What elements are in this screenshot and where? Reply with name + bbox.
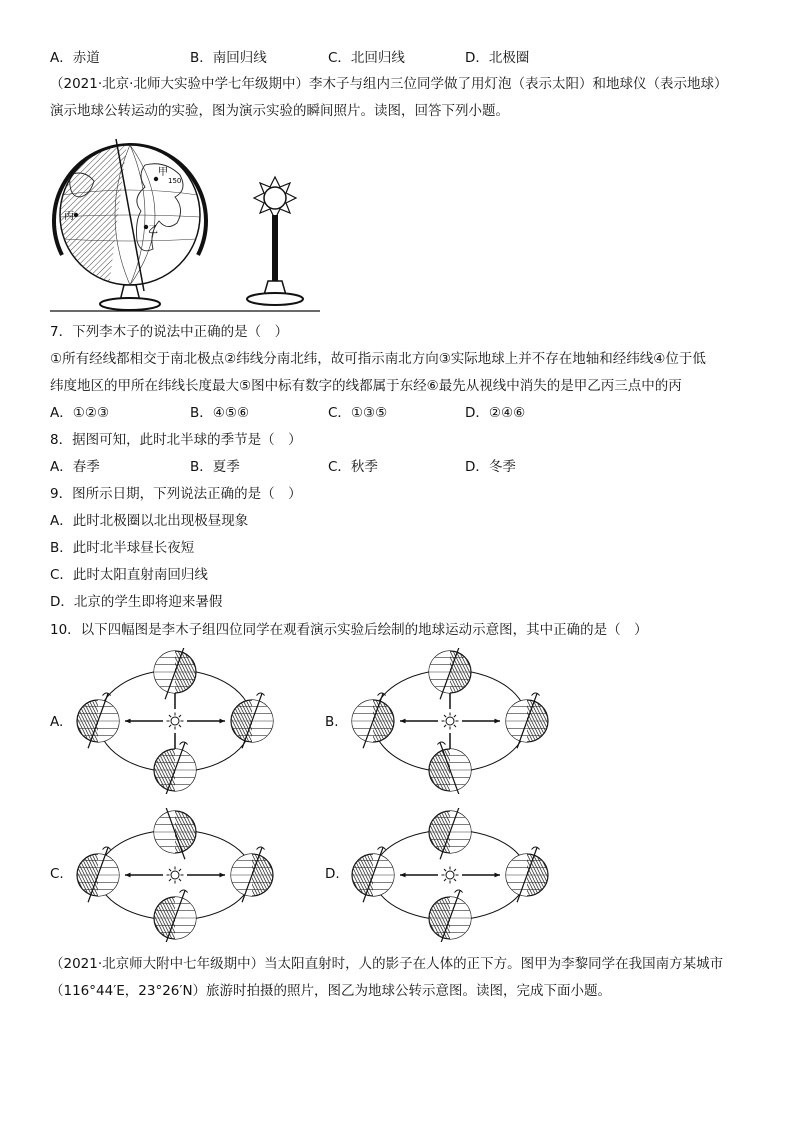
q8-option-a: A．春季 — [50, 459, 100, 475]
lamp-sun-icon — [247, 177, 303, 305]
diagram-b-label: B. — [325, 714, 339, 730]
q8-option-d: D．冬季 — [465, 459, 516, 475]
orbit-diagram-c — [70, 808, 280, 942]
label-yi: 乙 — [148, 225, 158, 236]
earth-bottom — [112, 890, 214, 942]
sun-icon — [442, 713, 459, 730]
q9-stem: 9．图所示日期，下列说法正确的是（ ） — [50, 486, 302, 502]
earth-top — [408, 648, 510, 699]
q7-option-a: A．①②③ — [50, 405, 110, 421]
q7-option-c: C．①③⑤ — [328, 405, 388, 421]
q8-stem: 8．据图可知，此时北半球的季节是（ ） — [50, 432, 302, 448]
diagram-a-label: A. — [50, 714, 64, 730]
q7-stem: 7．下列李木子的说法中正确的是（ ） — [50, 324, 289, 340]
option-b: B．南回归线 — [190, 50, 267, 66]
option-c: C．北回归线 — [328, 50, 405, 66]
orbit-diagram-a — [70, 648, 280, 794]
intro2-line-1: （2021·北京师大附中七年级期中）当太阳直射时，人的影子在人体的正下方。图甲为李黎同学在我国南方某城市 — [50, 956, 724, 972]
q8-option-c: C．秋季 — [328, 459, 378, 475]
earth-bottom — [387, 742, 489, 794]
q9-option-a: A．此时北极圈以北出现极昼现象 — [50, 513, 249, 529]
intro2-line-2: （116°44′E，23°26′N）旅游时拍摄的照片，图乙为地球公转示意图。读图，完成下面小题。 — [50, 983, 612, 999]
q9-option-d: D．北京的学生即将迎来暑假 — [50, 594, 223, 610]
sun-icon — [167, 713, 184, 730]
q10-stem: 10．以下四幅图是李木子组四位同学在观看演示实验后绘制的地球运动示意图，其中正确的是（ ） — [50, 622, 648, 638]
label-150: 150 — [168, 177, 182, 185]
label-bing: 丙 — [64, 211, 74, 222]
diagram-d-label: D. — [325, 866, 340, 882]
q9-option-c: C．此时太阳直射南回归线 — [50, 567, 208, 583]
earth-top — [133, 808, 235, 859]
globe-lamp-figure — [50, 135, 320, 313]
orbit-diagram-b — [345, 648, 555, 794]
orbit-diagram-d — [345, 808, 555, 942]
option-a: A．赤道 — [50, 50, 100, 66]
label-jia: 甲 — [158, 167, 168, 178]
intro-line-2: 演示地球公转运动的实验，图为演示实验的瞬间照片。读图，回答下列小题。 — [50, 103, 509, 119]
q7-option-d: D．②④⑥ — [465, 405, 526, 421]
sun-icon — [167, 867, 184, 884]
q9-option-b: B．此时北半球昼长夜短 — [50, 540, 195, 556]
q7-line-1: ①所有经线都相交于南北极点②纬线分南北纬，故可指示南北方向③实际地球上并不存在地轴和经纬线④位于低 — [50, 351, 706, 367]
option-d: D．北极圈 — [465, 50, 530, 66]
earth-bottom — [112, 742, 214, 794]
q8-option-b: B．夏季 — [190, 459, 240, 475]
sun-icon — [442, 867, 459, 884]
q7-line-2: 纬度地区的甲所在纬线长度最大⑤图中标有数字的线都属于东经⑥最先从视线中消失的是甲乙丙三点中的丙 — [50, 378, 682, 394]
earth-bottom — [387, 890, 489, 942]
diagram-c-label: C. — [50, 866, 64, 882]
q7-option-b: B．④⑤⑥ — [190, 405, 250, 421]
earth-top — [387, 808, 489, 859]
intro-line-1: （2021·北京·北师大实验中学七年级期中）李木子与组内三位同学做了用灯泡（表示太阳）和地球仪（表示地球） — [50, 76, 728, 92]
earth-top — [133, 648, 235, 699]
